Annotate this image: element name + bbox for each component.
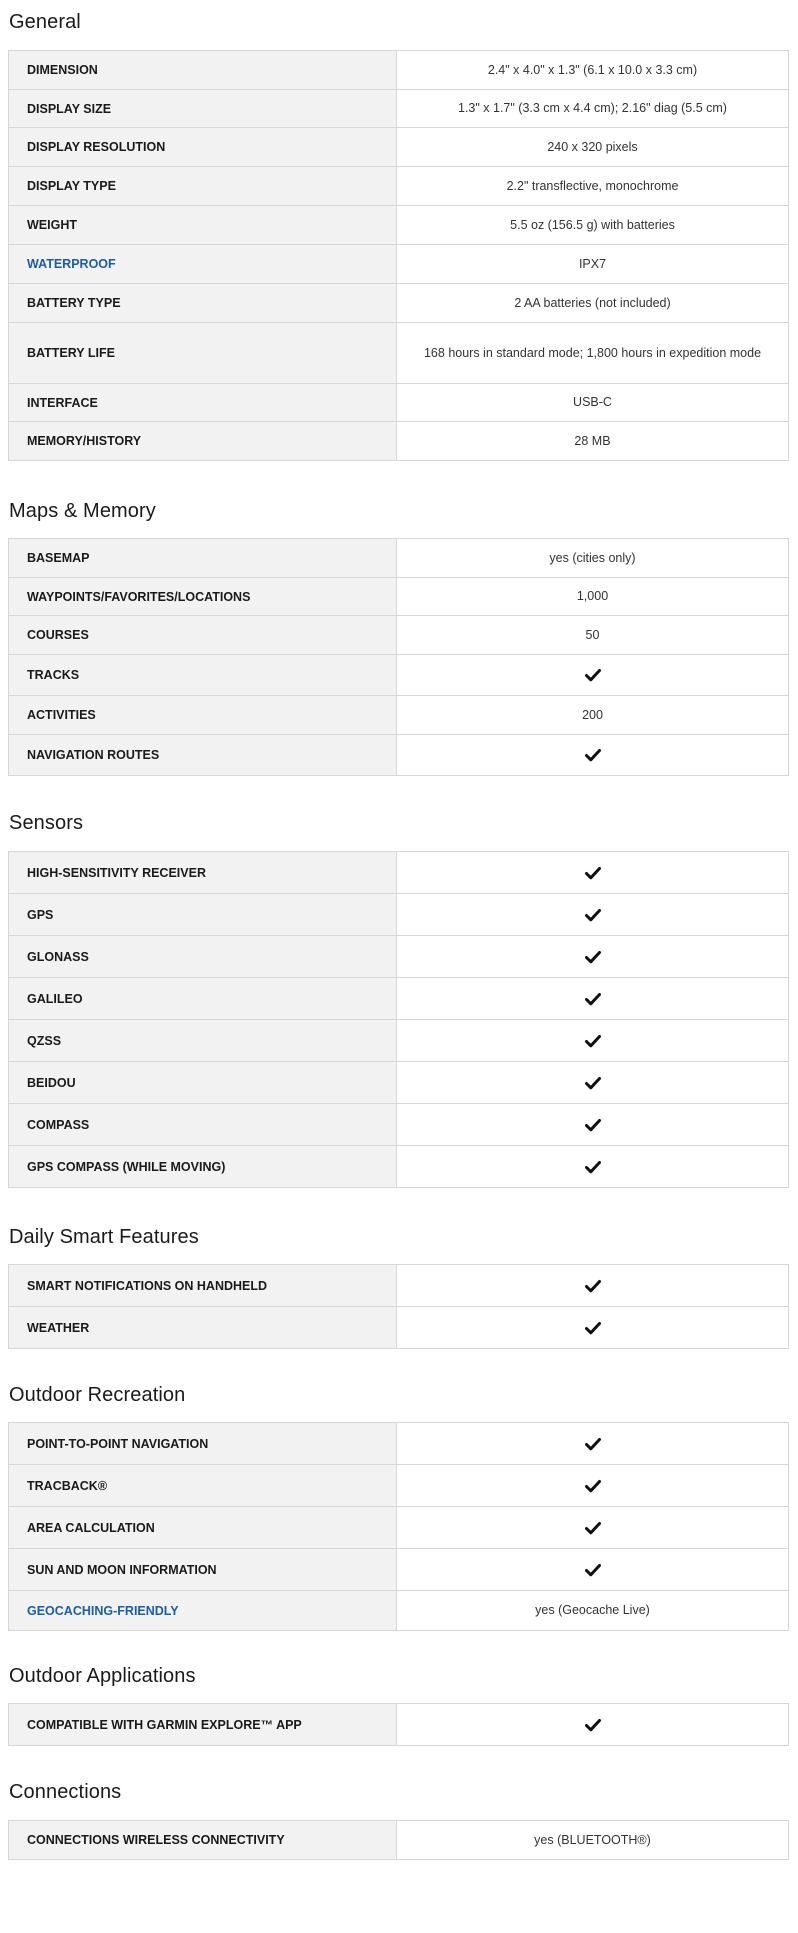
- spec-value-check: [397, 1423, 789, 1465]
- section-title: Connections: [9, 1781, 122, 1803]
- table-row: [9, 284, 789, 323]
- spec-value: 1,000: [397, 578, 789, 616]
- table-row: [9, 894, 789, 936]
- spec-label: COURSES: [9, 616, 397, 655]
- table-row: [9, 655, 789, 696]
- table-row: [9, 1307, 789, 1349]
- spec-value-check: [397, 936, 789, 978]
- spec-label-link-geocaching[interactable]: GEOCACHING-FRIENDLY: [9, 1591, 397, 1631]
- spec-label: GPS: [9, 894, 397, 936]
- spec-table: [8, 1820, 789, 1860]
- spec-label: BATTERY TYPE: [9, 284, 397, 323]
- table-row: [9, 539, 789, 578]
- spec-value: 200: [397, 696, 789, 735]
- spec-label: DISPLAY SIZE: [9, 90, 397, 128]
- spec-label: BEIDOU: [9, 1062, 397, 1104]
- spec-value-check: [397, 1146, 789, 1188]
- spec-value: USB-C: [397, 384, 789, 422]
- spec-value: 50: [397, 616, 789, 655]
- table-row: [9, 323, 789, 384]
- spec-value: yes (BLUETOOTH®): [397, 1821, 789, 1860]
- spec-value-check: [397, 1507, 789, 1549]
- table-row: [9, 735, 789, 776]
- section-title: General: [9, 11, 81, 33]
- spec-value: yes (Geocache Live): [397, 1591, 789, 1631]
- table-row: [9, 90, 789, 128]
- table-row: [9, 1591, 789, 1631]
- spec-label: QZSS: [9, 1020, 397, 1062]
- spec-value-check: [397, 852, 789, 894]
- spec-value-check: [397, 735, 789, 776]
- spec-value-check: [397, 1104, 789, 1146]
- checkmark-icon: [585, 1521, 601, 1535]
- spec-label: SUN AND MOON INFORMATION: [9, 1549, 397, 1591]
- table-row: [9, 1146, 789, 1188]
- spec-value-check: [397, 655, 789, 696]
- checkmark-icon: [585, 1034, 601, 1048]
- table-row: [9, 1704, 789, 1746]
- spec-table: [8, 1264, 789, 1349]
- spec-label: GPS COMPASS (WHILE MOVING): [9, 1146, 397, 1188]
- table-row: [9, 1423, 789, 1465]
- checkmark-icon: [585, 866, 601, 880]
- spec-table: [8, 1422, 789, 1631]
- spec-label: WAYPOINTS/FAVORITES/LOCATIONS: [9, 578, 397, 616]
- spec-label: WEIGHT: [9, 206, 397, 245]
- table-row: [9, 1507, 789, 1549]
- table-row: [9, 1020, 789, 1062]
- spec-label: DISPLAY TYPE: [9, 167, 397, 206]
- checkmark-icon: [585, 1279, 601, 1293]
- table-row: [9, 384, 789, 422]
- spec-label: DIMENSION: [9, 51, 397, 90]
- spec-label: GLONASS: [9, 936, 397, 978]
- spec-value: 2.4" x 4.0" x 1.3" (6.1 x 10.0 x 3.3 cm): [397, 51, 789, 90]
- spec-value-check: [397, 894, 789, 936]
- spec-value: 28 MB: [397, 422, 789, 461]
- spec-value: yes (cities only): [397, 539, 789, 578]
- spec-label: SMART NOTIFICATIONS ON HANDHELD: [9, 1265, 397, 1307]
- table-row: [9, 206, 789, 245]
- table-row: [9, 616, 789, 655]
- spec-label: COMPATIBLE WITH GARMIN EXPLORE™ APP: [9, 1704, 397, 1746]
- spec-label: INTERFACE: [9, 384, 397, 422]
- table-row: [9, 245, 789, 284]
- spec-value: IPX7: [397, 245, 789, 284]
- spec-table: [8, 851, 789, 1188]
- checkmark-icon: [585, 1118, 601, 1132]
- checkmark-icon: [585, 1718, 601, 1732]
- spec-label: WEATHER: [9, 1307, 397, 1349]
- table-row: [9, 1549, 789, 1591]
- spec-label: GALILEO: [9, 978, 397, 1020]
- checkmark-icon: [585, 748, 601, 762]
- checkmark-icon: [585, 1076, 601, 1090]
- spec-label: TRACBACK®: [9, 1465, 397, 1507]
- section-title: Outdoor Applications: [9, 1665, 196, 1687]
- spec-label: BASEMAP: [9, 539, 397, 578]
- spec-label: BATTERY LIFE: [9, 323, 397, 384]
- spec-value-check: [397, 978, 789, 1020]
- spec-value: 240 x 320 pixels: [397, 128, 789, 167]
- table-row: [9, 1821, 789, 1860]
- table-row: [9, 51, 789, 90]
- spec-label: POINT-TO-POINT NAVIGATION: [9, 1423, 397, 1465]
- section-title: Sensors: [9, 812, 84, 834]
- table-row: [9, 422, 789, 461]
- table-row: [9, 936, 789, 978]
- checkmark-icon: [585, 1437, 601, 1451]
- spec-value: 2 AA batteries (not included): [397, 284, 789, 323]
- checkmark-icon: [585, 908, 601, 922]
- spec-label: MEMORY/HISTORY: [9, 422, 397, 461]
- checkmark-icon: [585, 1321, 601, 1335]
- spec-table: [8, 50, 789, 461]
- spec-label: COMPASS: [9, 1104, 397, 1146]
- table-row: [9, 1265, 789, 1307]
- spec-value-check: [397, 1465, 789, 1507]
- spec-value: 5.5 oz (156.5 g) with batteries: [397, 206, 789, 245]
- checkmark-icon: [585, 668, 601, 682]
- spec-label: CONNECTIONS WIRELESS CONNECTIVITY: [9, 1821, 397, 1860]
- checkmark-icon: [585, 992, 601, 1006]
- spec-label-link-waterproof[interactable]: WATERPROOF: [9, 245, 397, 284]
- spec-value-check: [397, 1020, 789, 1062]
- spec-value-check: [397, 1265, 789, 1307]
- spec-label: TRACKS: [9, 655, 397, 696]
- spec-value-check: [397, 1062, 789, 1104]
- table-row: [9, 852, 789, 894]
- spec-table: [8, 1703, 789, 1746]
- table-row: [9, 1104, 789, 1146]
- section-title: Daily Smart Features: [9, 1226, 199, 1248]
- spec-value: 2.2" transflective, monochrome: [397, 167, 789, 206]
- spec-table: [8, 538, 789, 776]
- table-row: [9, 167, 789, 206]
- checkmark-icon: [585, 1563, 601, 1577]
- spec-value-check: [397, 1549, 789, 1591]
- spec-label: AREA CALCULATION: [9, 1507, 397, 1549]
- table-row: [9, 1465, 789, 1507]
- table-row: [9, 1062, 789, 1104]
- spec-value-check: [397, 1307, 789, 1349]
- checkmark-icon: [585, 950, 601, 964]
- table-row: [9, 578, 789, 616]
- table-row: [9, 696, 789, 735]
- section-title: Outdoor Recreation: [9, 1384, 186, 1406]
- spec-value: 168 hours in standard mode; 1,800 hours in expedition mode: [397, 323, 789, 384]
- spec-value-check: [397, 1704, 789, 1746]
- spec-label: NAVIGATION ROUTES: [9, 735, 397, 776]
- table-row: [9, 978, 789, 1020]
- spec-label: DISPLAY RESOLUTION: [9, 128, 397, 167]
- section-title: Maps & Memory: [9, 500, 156, 522]
- checkmark-icon: [585, 1479, 601, 1493]
- checkmark-icon: [585, 1160, 601, 1174]
- spec-value: 1.3" x 1.7" (3.3 cm x 4.4 cm); 2.16" diag (5.5 cm): [397, 90, 789, 128]
- table-row: [9, 128, 789, 167]
- spec-label: ACTIVITIES: [9, 696, 397, 735]
- spec-label: HIGH-SENSITIVITY RECEIVER: [9, 852, 397, 894]
